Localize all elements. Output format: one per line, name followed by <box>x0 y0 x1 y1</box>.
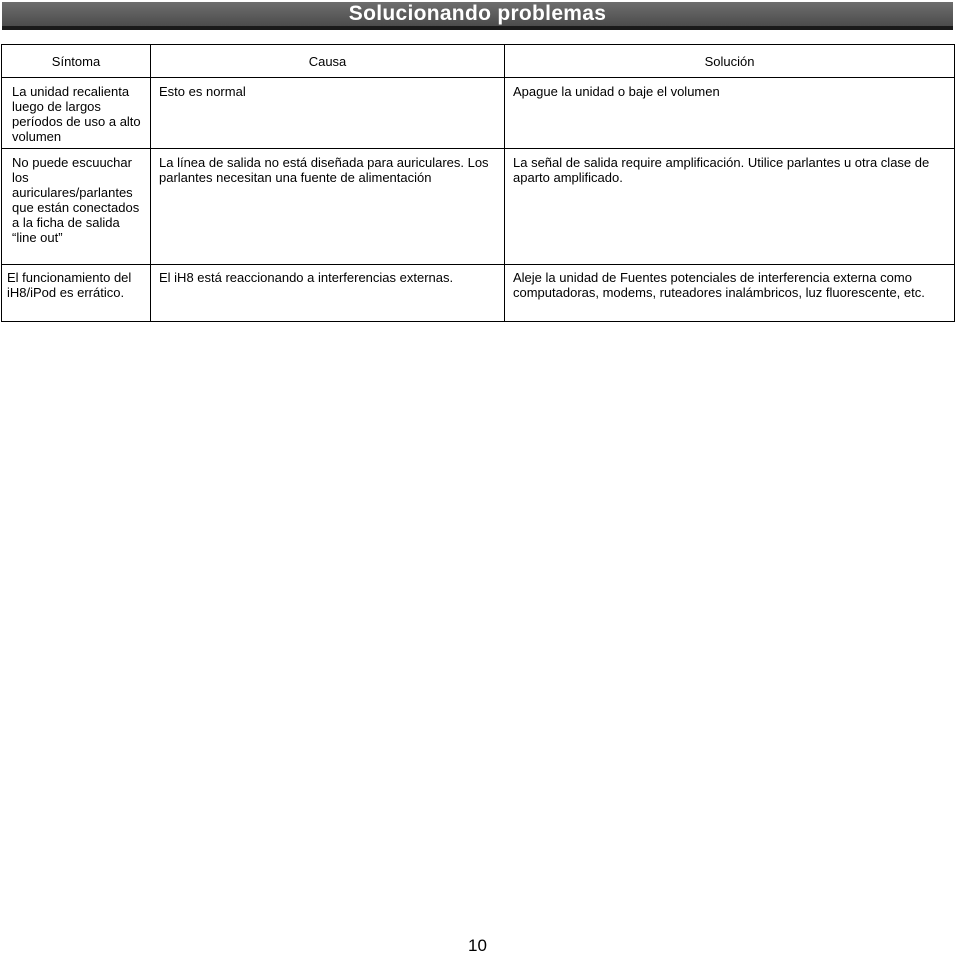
troubleshooting-table <box>1 44 955 322</box>
symptom-cell: El funcionamiento del iH8/iPod es errático. <box>2 265 151 322</box>
section-title-bar <box>2 2 953 30</box>
table-row <box>2 149 955 265</box>
column-header-symptom: Síntoma <box>2 45 151 78</box>
cause-cell: La línea de salida no está diseñada para auriculares. Los parlantes necesitan una fuente de alimentación <box>151 149 505 265</box>
table-header-row <box>2 45 955 78</box>
symptom-cell: No puede escuuchar los auriculares/parlantes que están conectados a la ficha de salida “line out” <box>2 149 151 265</box>
solution-cell: Apague la unidad o baje el volumen <box>505 78 955 149</box>
symptom-cell: La unidad recalienta luego de largos períodos de uso a alto volumen <box>2 78 151 149</box>
table-row <box>2 78 955 149</box>
column-header-cause: Causa <box>151 45 505 78</box>
cause-cell: Esto es normal <box>151 78 505 149</box>
table-row <box>2 265 955 322</box>
section-title: Solucionando problemas <box>348 2 607 25</box>
solution-cell: Aleje la unidad de Fuentes potenciales de interferencia externa como computadoras, modems, ruteadores inalámbricos, luz fluorescente, etc. <box>505 265 955 322</box>
page-number: 10 <box>468 936 487 955</box>
cause-cell: El iH8 está reaccionando a interferencias externas. <box>151 265 505 322</box>
solution-cell: La señal de salida require amplificación. Utilice parlantes u otra clase de aparto amplificado. <box>505 149 955 265</box>
column-header-solution: Solución <box>505 45 955 78</box>
